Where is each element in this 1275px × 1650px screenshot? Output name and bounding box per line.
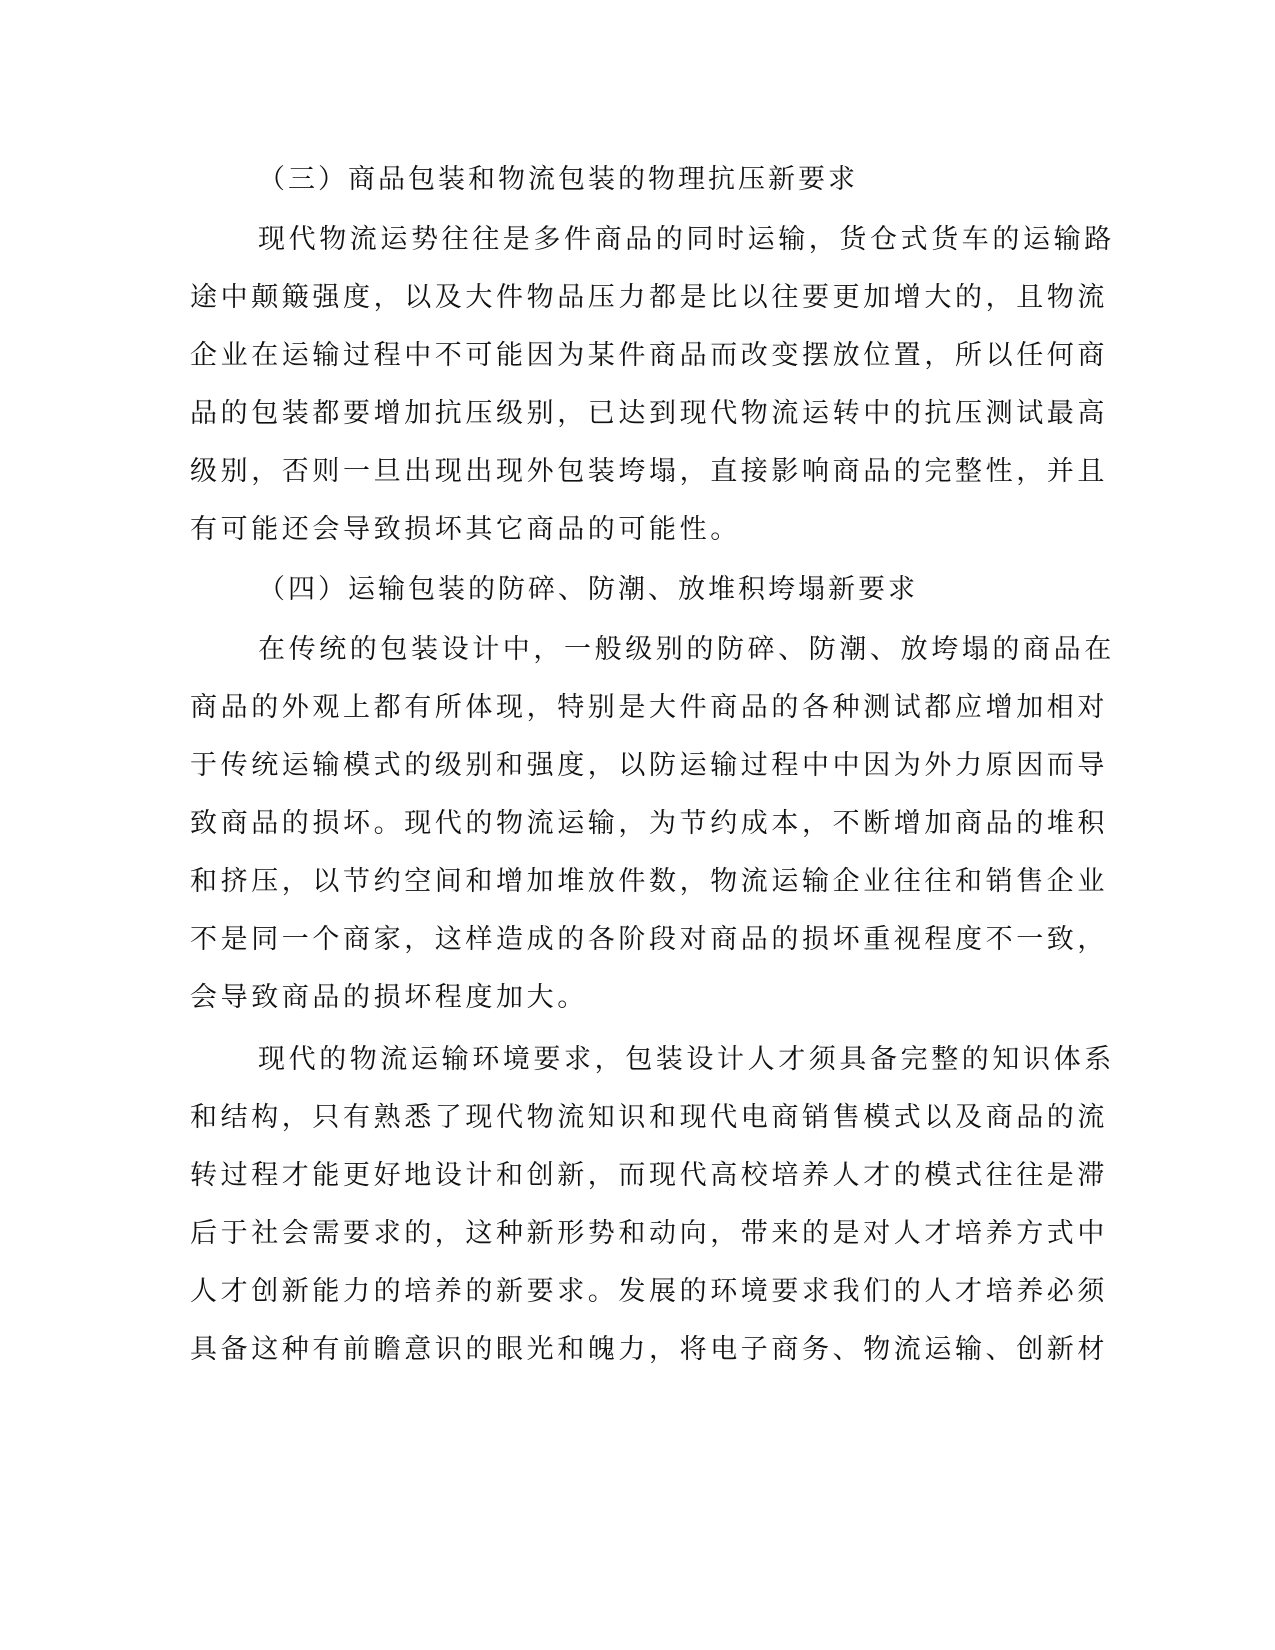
paragraph-line: 和挤压，以节约空间和增加堆放件数，物流运输企业往往和销售企业: [190, 866, 1108, 897]
paragraph-line: 后于社会需要求的，这种新形势和动向，带来的是对人才培养方式中: [190, 1218, 1108, 1249]
paragraph-line: 于传统运输模式的级别和强度，以防运输过程中中因为外力原因而导: [190, 750, 1108, 781]
paragraph-line: 现代物流运势往往是多件商品的同时运输，货仓式货车的运输路: [258, 224, 1115, 255]
paragraph-line: 人才创新能力的培养的新要求。发展的环境要求我们的人才培养必须: [190, 1276, 1108, 1307]
section-heading-4: （四）运输包装的防碎、防潮、放堆积垮塌新要求: [258, 574, 918, 605]
paragraph-line: 在传统的包装设计中，一般级别的防碎、防潮、放垮塌的商品在: [258, 634, 1115, 665]
paragraph-line: 有可能还会导致损坏其它商品的可能性。: [190, 514, 741, 545]
paragraph-line: 途中颠簸强度，以及大件物品压力都是比以往要更加增大的，且物流: [190, 282, 1108, 313]
paragraph-line: 品的包装都要增加抗压级别，已达到现代物流运转中的抗压测试最高: [190, 398, 1108, 429]
section-heading-3: （三）商品包装和物流包装的物理抗压新要求: [258, 164, 858, 195]
paragraph-line: 和结构，只有熟悉了现代物流知识和现代电商销售模式以及商品的流: [190, 1102, 1108, 1133]
paragraph-line: 不是同一个商家，这样造成的各阶段对商品的损坏重视程度不一致，: [190, 924, 1108, 955]
paragraph-line: 级别，否则一旦出现出现外包装垮塌，直接影响商品的完整性，并且: [190, 456, 1108, 487]
paragraph-line: 企业在运输过程中不可能因为某件商品而改变摆放位置，所以任何商: [190, 340, 1108, 371]
paragraph-line: 具备这种有前瞻意识的眼光和魄力，将电子商务、物流运输、创新材: [190, 1334, 1108, 1365]
paragraph-line: 致商品的损坏。现代的物流运输，为节约成本，不断增加商品的堆积: [190, 808, 1108, 839]
paragraph-line: 现代的物流运输环境要求，包装设计人才须具备完整的知识体系: [258, 1044, 1115, 1075]
paragraph-line: 转过程才能更好地设计和创新，而现代高校培养人才的模式往往是滞: [190, 1160, 1108, 1191]
paragraph-line: 商品的外观上都有所体现，特别是大件商品的各种测试都应增加相对: [190, 692, 1108, 723]
paragraph-line: 会导致商品的损坏程度加大。: [190, 982, 588, 1013]
